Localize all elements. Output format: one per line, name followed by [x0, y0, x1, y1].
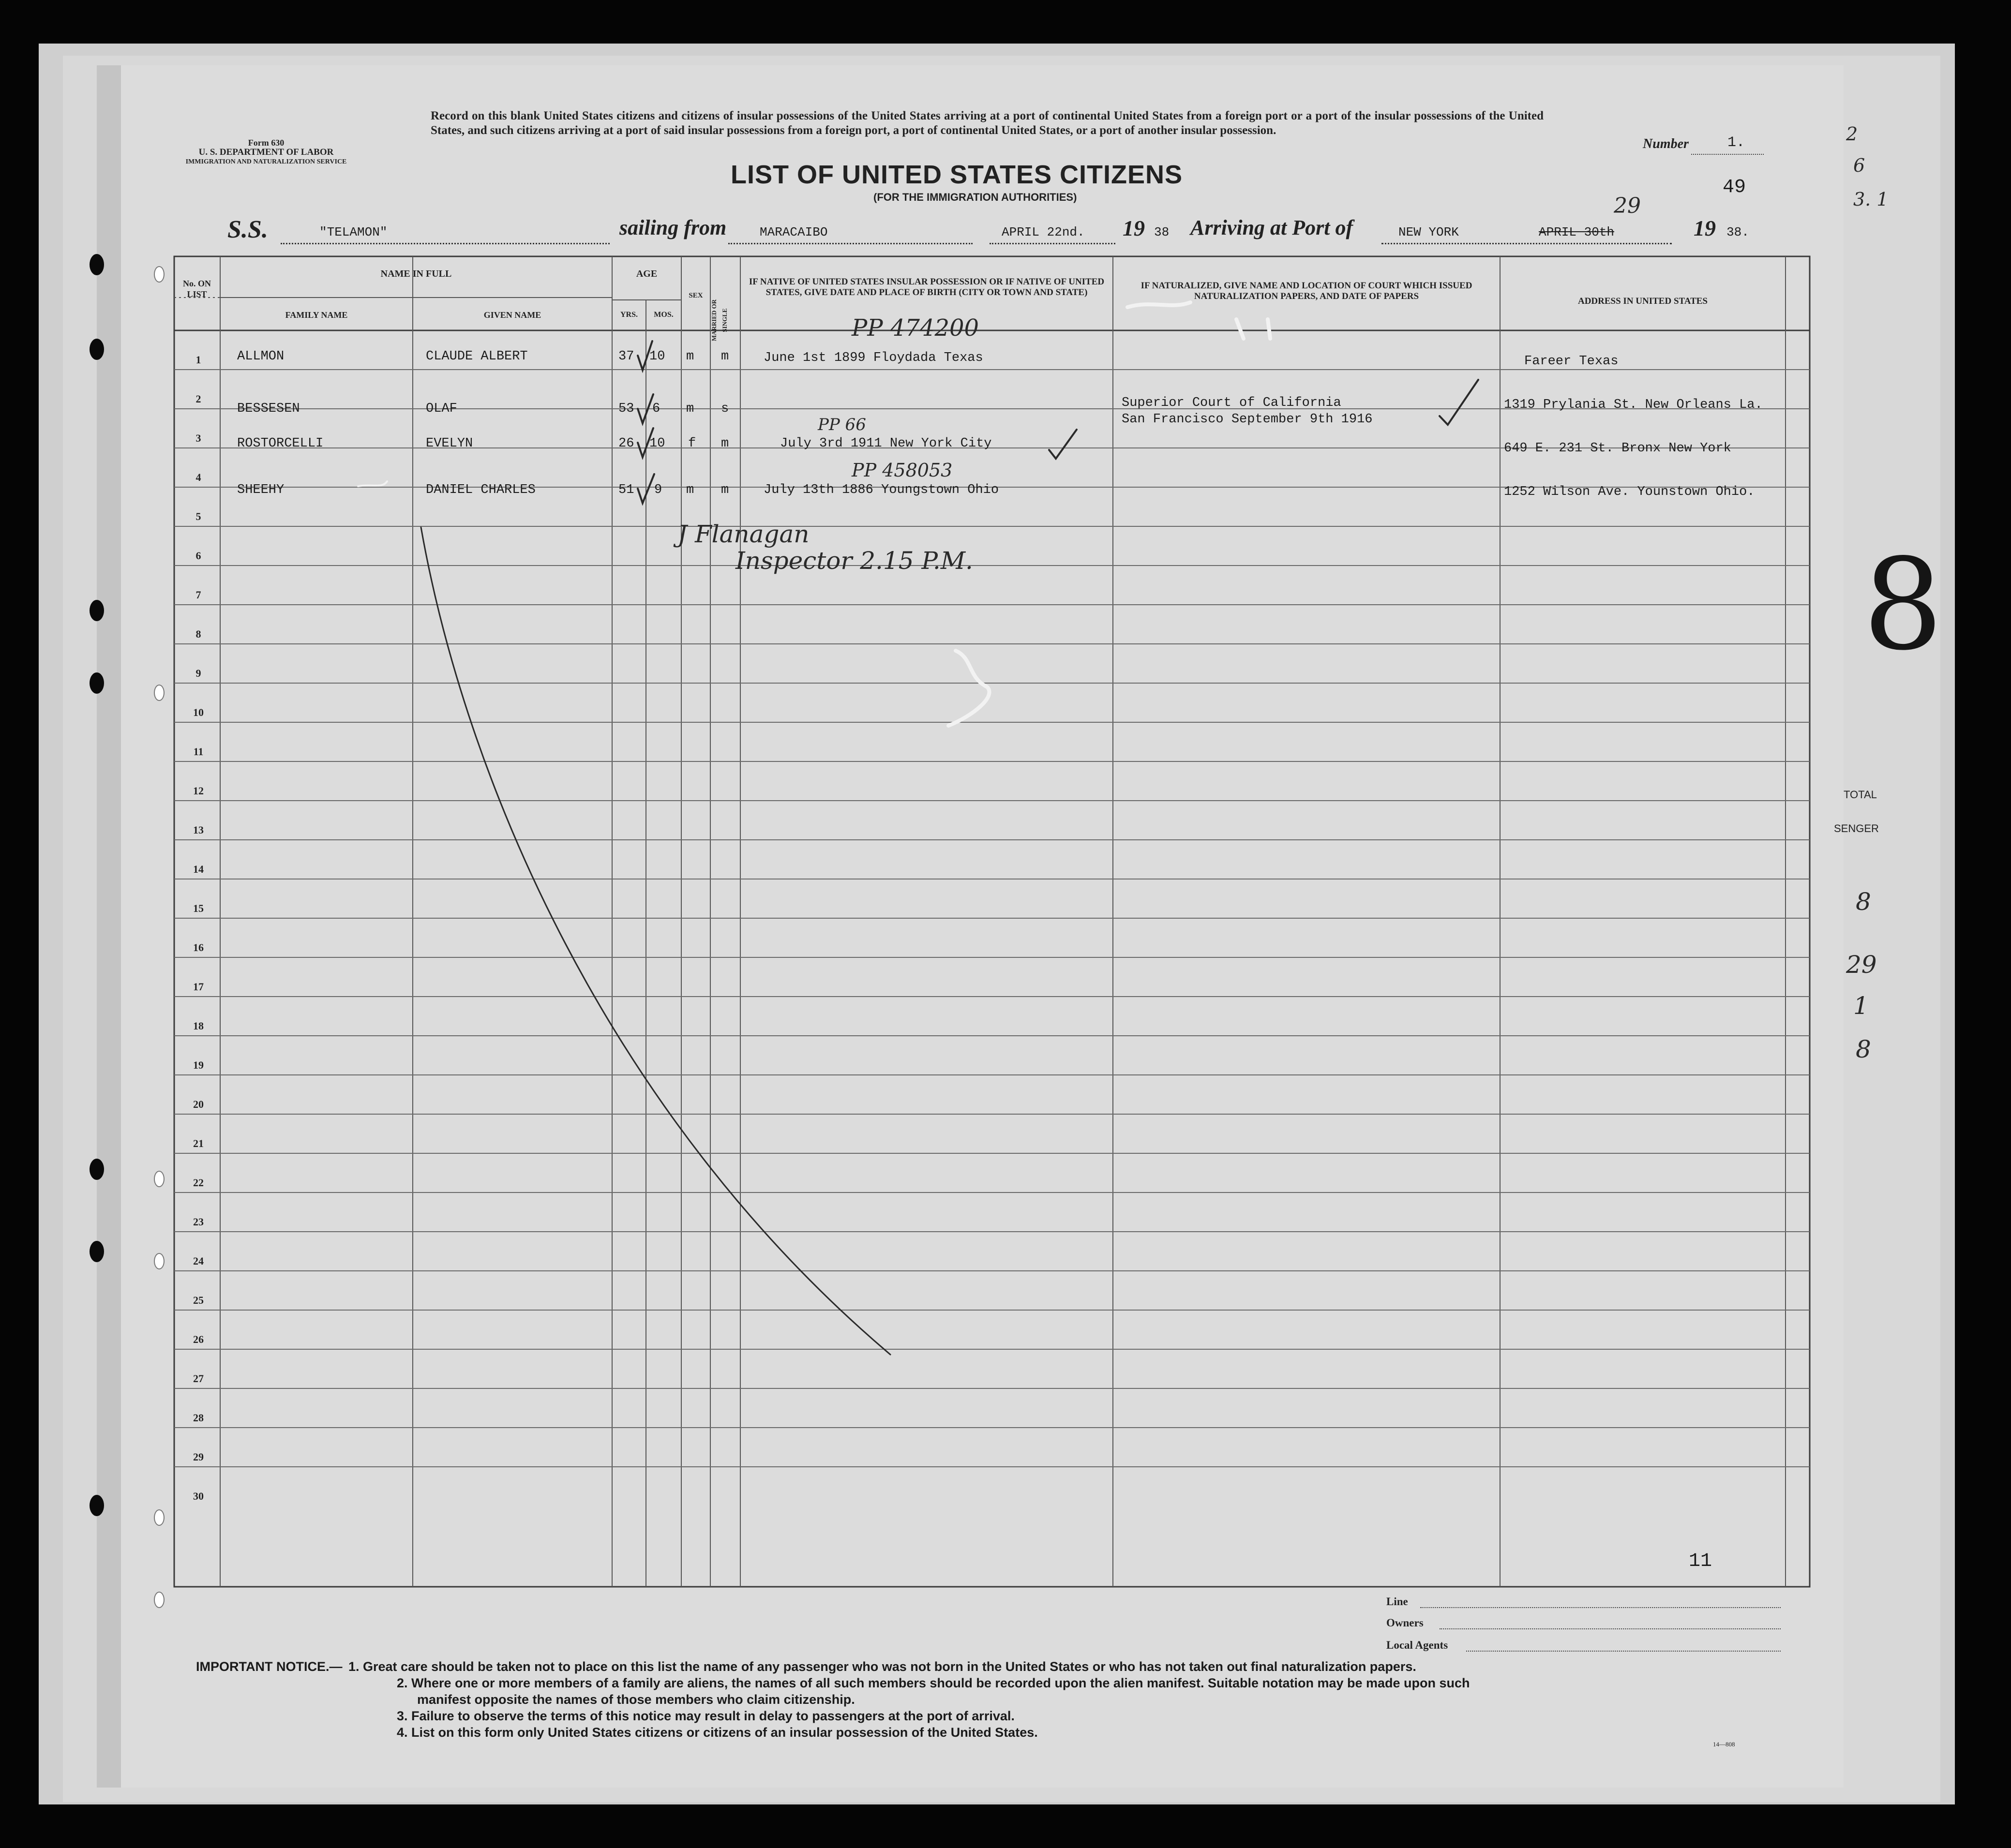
margin-note-1: 8	[1856, 888, 1871, 916]
notice-item-2: 2. Where one or more members of a family are aliens, the names of all such members should be recorded upon the alien manifest. Suitable notation may be made upon such	[397, 1676, 1470, 1690]
inspector-signature: J Flanagan	[677, 520, 810, 548]
family-name: BESSESEN	[237, 402, 300, 416]
row-number: 7	[195, 589, 201, 601]
age-mos: 10	[649, 436, 665, 451]
footer-code: 14—808	[1713, 1741, 1735, 1748]
passport-note: PP 474200	[852, 314, 979, 342]
sex: m	[686, 483, 694, 497]
form-number: Form 630	[248, 138, 285, 148]
margin-top-note-2: 6	[1853, 155, 1865, 176]
margin-passenger-label: SENGER	[1834, 822, 1879, 835]
year-arrival: 38.	[1726, 225, 1749, 239]
margin-top-note-1: 2	[1846, 123, 1858, 145]
col-given-name: GIVEN NAME	[483, 310, 541, 320]
age-mos: 6	[652, 402, 660, 416]
row-number: 3	[195, 432, 201, 444]
port-from: MARACAIBO	[760, 225, 828, 239]
row-number: 23	[193, 1216, 204, 1228]
col-yrs: YRS.	[620, 311, 638, 319]
birth-info: June 1st 1899 Floydada Texas	[764, 351, 983, 365]
owners-field	[1440, 1628, 1781, 1629]
number-value: 1.	[1727, 134, 1745, 151]
given-name: DANIEL CHARLES	[426, 483, 536, 497]
row-number: 13	[193, 824, 204, 836]
notice-item-4: 4. List on this form only United States citizens or citizens of an insular possession of the United States.	[397, 1725, 1038, 1740]
ss-label: S.S.	[227, 216, 268, 243]
col-mos: MOS.	[654, 311, 674, 319]
col-naturalized: IF NATURALIZED, GIVE NAME AND LOCATION OF COURT WHICH ISSUED NATURALIZATION PAPERS, AND DATE OF PAPERS	[1141, 281, 1472, 301]
row-number: 15	[193, 902, 204, 914]
owners-label: Owners	[1386, 1617, 1424, 1629]
ship-name: "TELAMON"	[319, 225, 388, 239]
date-from: APRIL 22nd.	[1002, 225, 1085, 239]
age-yrs: 53	[618, 402, 634, 416]
row-number: 22	[193, 1177, 204, 1189]
naturalization-date: San Francisco September 9th 1916	[1122, 412, 1373, 427]
age-yrs: 26	[618, 436, 634, 451]
sailing-from-label: sailing from	[619, 216, 727, 239]
marital-status: m	[721, 349, 729, 364]
line-label: Line	[1386, 1595, 1408, 1608]
local-agents-field	[1466, 1651, 1781, 1652]
local-agents-label: Local Agents	[1386, 1639, 1448, 1651]
row-number: 10	[193, 706, 204, 718]
col-no-on-list: No. ON LIST	[183, 279, 211, 299]
row-number: 16	[193, 941, 204, 954]
row-number: 28	[193, 1412, 204, 1424]
sex: f	[688, 436, 696, 451]
inspector-time: Inspector 2.15 P.M.	[735, 547, 973, 575]
col-native-birth: IF NATIVE OF UNITED STATES INSULAR POSSESSION OR IF NATIVE OF UNITED STATES, GIVE DATE AND PLACE OF BIRTH (CITY OR TOWN AND STATE)	[749, 277, 1105, 298]
row-number: 2	[195, 393, 201, 405]
age-yrs: 51	[618, 483, 634, 497]
row-number: 6	[195, 550, 201, 562]
passport-note: PP 458053	[852, 460, 953, 481]
row-number: 17	[193, 981, 204, 993]
page-count: 11	[1689, 1550, 1712, 1572]
row-number: 5	[195, 510, 201, 522]
naturalization-court: Superior Court of California	[1122, 396, 1341, 410]
marital-status: m	[721, 483, 729, 497]
address: Fareer Texas	[1524, 354, 1619, 369]
birth-info: July 3rd 1911 New York City	[780, 436, 992, 451]
number-label: Number	[1643, 136, 1689, 151]
margin-note-2: 29	[1846, 951, 1877, 979]
margin-total-label: TOTAL	[1844, 789, 1877, 801]
family-name: SHEEHY	[237, 483, 285, 497]
row-number: 27	[193, 1372, 204, 1385]
notice-item-2-cont: manifest opposite the names of those members who claim citizenship.	[417, 1692, 855, 1707]
notice-heading: IMPORTANT NOTICE.—	[196, 1659, 343, 1674]
date-arrival: APRIL 30th	[1539, 225, 1615, 239]
age-yrs: 37	[618, 349, 634, 364]
line-field	[1420, 1607, 1781, 1608]
row-number: 25	[193, 1294, 204, 1306]
year-prefix-arrival: 19	[1694, 216, 1716, 240]
arriving-label: Arriving at Port of	[1190, 216, 1353, 239]
address: 649 E. 231 St. Bronx New York	[1504, 441, 1731, 456]
row-number: 18	[193, 1020, 204, 1032]
sex: m	[686, 349, 694, 364]
row-number: 19	[193, 1059, 204, 1071]
col-age: AGE	[636, 268, 658, 279]
given-name: OLAF	[426, 402, 457, 416]
given-name: EVELYN	[426, 436, 473, 451]
birth-info: July 13th 1886 Youngstown Ohio	[764, 483, 999, 497]
form-instructions: Record on this blank United States citizens and citizens of insular possessions of the United States arriving at a port of continental United States from a foreign port or a port of the insular possessions of the United States, and such citizens arriving at a port of said insular possessions from a foreign port, a port of continental United States, or a port of another insular possession.	[431, 109, 1544, 137]
row-number: 14	[193, 863, 204, 875]
row-number: 30	[193, 1490, 204, 1502]
row-number: 8	[195, 628, 201, 640]
col-address: ADDRESS IN UNITED STATES	[1577, 296, 1708, 306]
margin-note-4: 8	[1856, 1035, 1871, 1063]
col-name-in-full: NAME IN FULL	[380, 268, 452, 279]
row-number: 20	[193, 1098, 204, 1110]
sex: m	[686, 402, 694, 416]
passport-note: PP 66	[818, 415, 866, 434]
family-name: ROSTORCELLI	[237, 436, 324, 451]
row-number: 21	[193, 1137, 204, 1149]
row-number: 4	[195, 471, 201, 483]
margin-note-3: 1	[1853, 992, 1869, 1020]
notice-item-3: 3. Failure to observe the terms of this notice may result in delay to passengers at the port of arrival.	[397, 1709, 1015, 1723]
given-name: CLAUDE ALBERT	[426, 349, 528, 364]
margin-top-note-3: 3. 1	[1853, 189, 1889, 210]
family-name: ALLMON	[237, 349, 285, 364]
port-arrival: NEW YORK	[1398, 225, 1459, 239]
service: IMMIGRATION AND NATURALIZATION SERVICE	[185, 158, 347, 165]
address: 1252 Wilson Ave. Younstown Ohio.	[1504, 485, 1755, 499]
notice-item-1: 1. Great care should be taken not to place on this list the name of any passenger who was not born in the United States or who has not taken out final naturalization papers.	[348, 1659, 1416, 1674]
address: 1319 Prylania St. New Orleans La.	[1504, 398, 1763, 412]
row-number: 12	[193, 785, 204, 797]
age-mos: 9	[654, 483, 662, 497]
department: U. S. DEPARTMENT OF LABOR	[198, 147, 334, 157]
page-title: LIST OF UNITED STATES CITIZENS	[731, 160, 1183, 189]
row-number: 1	[195, 354, 201, 366]
margin-big-digit: 8	[1863, 532, 1943, 678]
row-number: 29	[193, 1451, 204, 1463]
year-prefix-from: 19	[1123, 216, 1145, 240]
row-number: 9	[195, 667, 201, 679]
year-from: 38	[1154, 225, 1170, 239]
col-family-name: FAMILY NAME	[285, 310, 348, 320]
row-number: 11	[193, 745, 204, 758]
sheet-number: 49	[1723, 177, 1746, 198]
marital-status: s	[721, 402, 729, 416]
date-arrival-correction: 29	[1614, 194, 1641, 218]
page-subtitle: (FOR THE IMMIGRATION AUTHORITIES)	[873, 191, 1077, 203]
marital-status: m	[721, 436, 729, 451]
row-number: 24	[193, 1255, 204, 1267]
row-number: 26	[193, 1333, 204, 1345]
col-married-single: MARRIED OR SINGLE	[710, 299, 728, 342]
age-mos: 10	[649, 349, 665, 364]
col-sex: SEX	[689, 292, 703, 299]
